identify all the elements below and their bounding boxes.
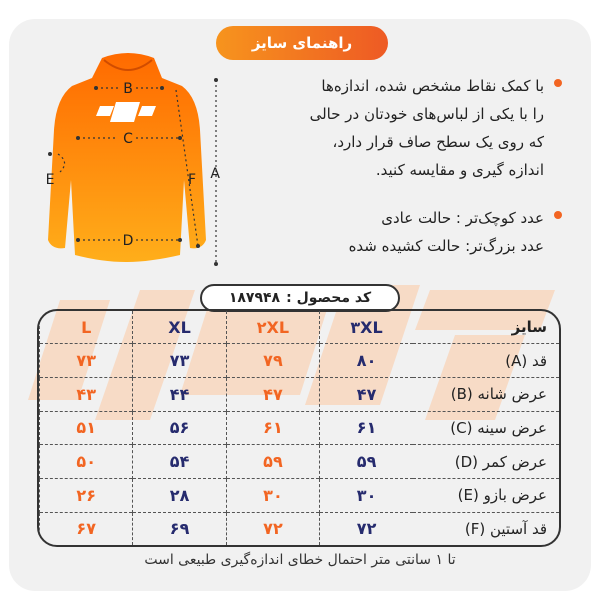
table-cell: ۷۲ — [320, 512, 413, 545]
table-cell: ۵۴ — [133, 445, 226, 479]
table-cell: ۶۹ — [133, 512, 226, 545]
row-label: عرض کمر (D) — [413, 445, 559, 479]
table-row — [40, 512, 560, 545]
table-cell: ۶۷ — [40, 512, 133, 545]
row-label: قد (A) — [413, 344, 559, 378]
table-cell: ۵۶ — [133, 411, 226, 445]
label-d: D — [122, 233, 134, 249]
row-label: عرض شانه (B) — [413, 377, 559, 411]
table-row — [40, 445, 560, 479]
row-label: قد آستین (F) — [413, 512, 559, 545]
page-title: راهنمای سایز — [216, 26, 388, 60]
bullet-icon — [554, 211, 562, 219]
product-code-badge — [200, 284, 400, 312]
row-label: عرض بازو (E) — [413, 478, 559, 512]
instruction-line: اندازه گیری و مقایسه کنید. — [375, 161, 544, 179]
header-size-label: سایز — [511, 318, 547, 337]
label-b: B — [123, 81, 133, 97]
bullet-icon — [554, 79, 562, 87]
header-size-2xl: ۲XL — [226, 311, 319, 344]
table-cell: ۳۰ — [226, 478, 319, 512]
footnote: تا ۱ سانتی متر احتمال خطای اندازه‌گیری طبیعی است — [144, 552, 456, 568]
table-cell: ۵۹ — [226, 445, 319, 479]
table-cell: ۷۳ — [40, 344, 133, 378]
size-table — [37, 309, 561, 547]
instruction-line: با کمک نقاط مشخص شده، اندازه‌ها — [321, 77, 544, 95]
table-cell: ۶۱ — [226, 411, 319, 445]
label-a: A — [210, 166, 220, 182]
instruction-block-values — [244, 204, 562, 260]
instruction-line: را با یکی از لباس‌های خودتان در حالی — [309, 105, 544, 123]
table-cell: ۳۰ — [320, 478, 413, 512]
table-cell: ۴۳ — [40, 377, 133, 411]
product-code-value: ۱۸۷۹۴۸ — [228, 290, 281, 306]
instruction-line: عدد کوچک‌تر : حالت عادی — [381, 209, 544, 227]
label-c: C — [123, 131, 133, 147]
table-cell: ۴۷ — [226, 377, 319, 411]
table-cell: ۵۱ — [40, 411, 133, 445]
table-row — [40, 478, 560, 512]
product-code-label: کد محصول : — [286, 290, 372, 306]
label-e: E — [45, 172, 55, 188]
table-cell: ۴۴ — [133, 377, 226, 411]
hoodie-diagram — [30, 50, 225, 275]
row-label: عرض سینه (C) — [413, 411, 559, 445]
instruction-line: عدد بزرگ‌تر: حالت کشیده شده — [348, 237, 544, 255]
table-cell: ۲۸ — [133, 478, 226, 512]
table-cell: ۷۲ — [226, 512, 319, 545]
table-row — [40, 377, 560, 411]
table-cell: ۷۳ — [133, 344, 226, 378]
table-cell: ۷۹ — [226, 344, 319, 378]
table-cell: ۲۶ — [40, 478, 133, 512]
header-size-3xl: ۳XL — [320, 311, 413, 344]
label-f: F — [187, 172, 197, 188]
table-cell: ۵۰ — [40, 445, 133, 479]
table-cell: ۸۰ — [320, 344, 413, 378]
header-size-l: L — [40, 311, 133, 344]
table-row — [40, 344, 560, 378]
header-size-xl: XL — [133, 311, 226, 344]
instruction-line: که روی یک سطح صاف قرار دارد، — [332, 133, 544, 151]
table-cell: ۴۷ — [320, 377, 413, 411]
table-cell: ۶۱ — [320, 411, 413, 445]
instruction-block-measure — [244, 72, 562, 184]
table-header-row — [40, 311, 560, 344]
table-cell: ۵۹ — [320, 445, 413, 479]
table-row — [40, 411, 560, 445]
instructions — [244, 72, 562, 260]
